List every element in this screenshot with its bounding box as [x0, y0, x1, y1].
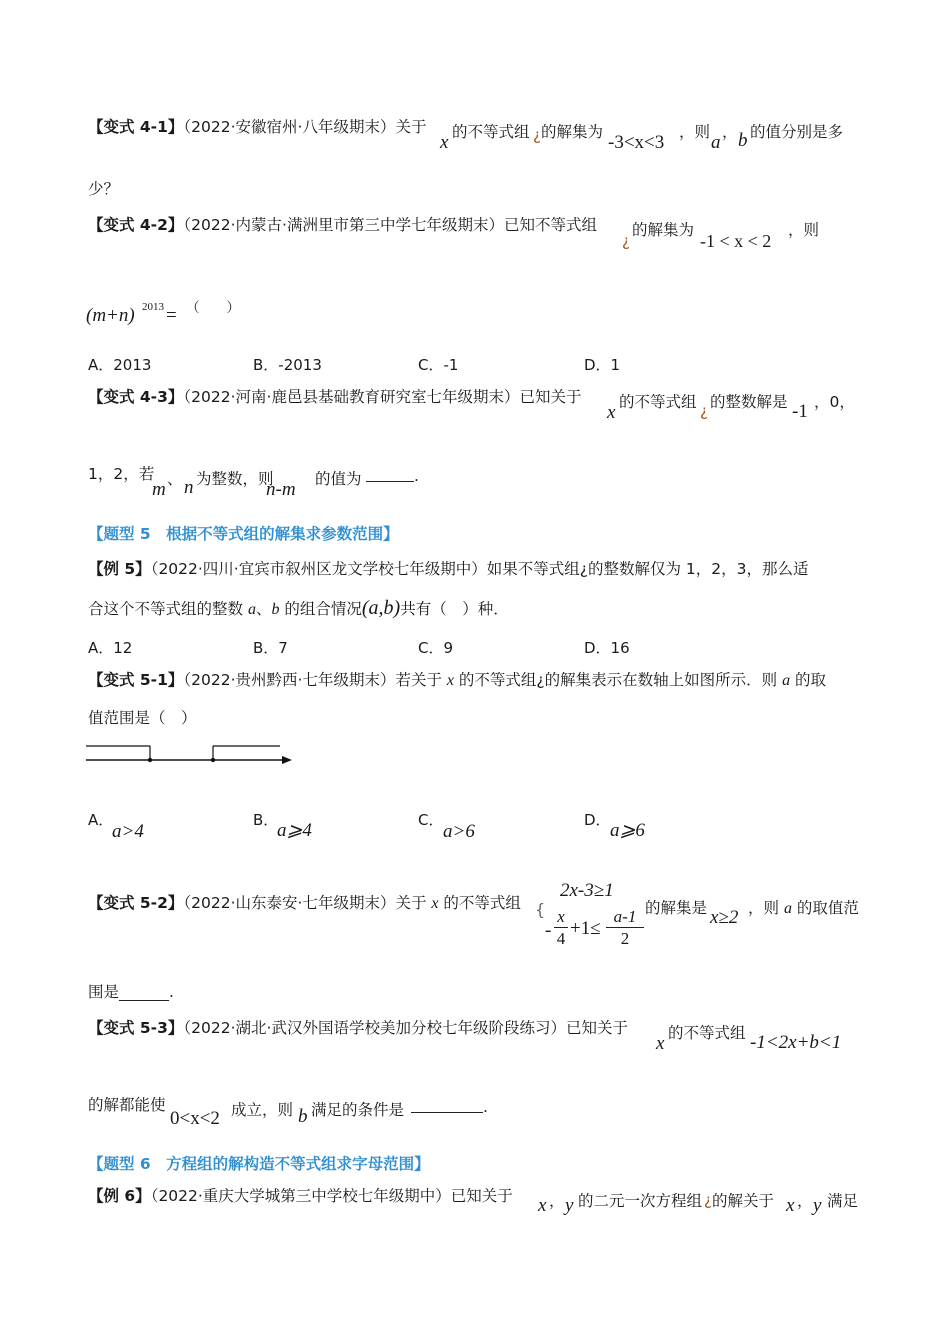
- v41-var-x: x: [440, 132, 449, 153]
- ex5-text1: （2022·四川·宜宾市叙州区龙文学校七年级期中）如果不等式组¿的整数解仅为 1，2，3，那么适: [150, 560, 809, 578]
- v42-option-c: C．-1: [418, 356, 459, 374]
- v41-var-a: a: [711, 132, 721, 153]
- ex6-var-y2: y: [813, 1195, 822, 1216]
- v43-var-x: x: [607, 402, 616, 423]
- v43-text6: 的值为: [315, 470, 362, 488]
- ex5-var-b: b: [271, 601, 280, 618]
- v52-var-x: x: [431, 895, 439, 912]
- v53-end: .: [483, 1098, 488, 1116]
- ex6-text3: 的解关于: [712, 1192, 775, 1210]
- v52-text3: ，则: [748, 899, 784, 917]
- ex5-line1: [88, 562, 808, 578]
- v53-cond: 0<x<2: [170, 1108, 220, 1129]
- v43-sep: 、: [167, 470, 183, 488]
- v52-frac1-den: 4: [556, 929, 566, 948]
- ex6-text4: 满足: [827, 1192, 859, 1210]
- v42-option-d: D．1: [584, 356, 621, 374]
- h5-title: 【题型 5 根据不等式组的解集求参数范围】: [88, 525, 399, 543]
- ex5-line2: [88, 598, 509, 618]
- v41-comma: ，: [722, 123, 738, 141]
- v53-var-x: x: [656, 1033, 665, 1054]
- v52-end: .: [169, 983, 174, 1001]
- v52-line2: [88, 985, 174, 1001]
- v51-option-a-label: A．: [88, 811, 114, 829]
- ex5-var-a: a: [247, 601, 256, 618]
- v51-line2: 值范围是（ ）: [88, 709, 197, 727]
- ex6-var-y: y: [565, 1195, 574, 1216]
- v52-frac1-num: x: [557, 907, 565, 926]
- ex5-option-b: B．7: [253, 639, 288, 657]
- v51-option-c-label: C．: [418, 811, 444, 829]
- v42-option-b: B．-2013: [253, 356, 322, 374]
- v41-glyph: ¿: [533, 126, 541, 144]
- v52-line2-text: 围是: [88, 983, 120, 1001]
- v41-solution: -3<x<3: [608, 132, 665, 153]
- v41-line1: [88, 120, 426, 136]
- v43-answer-blank[interactable]: [366, 481, 414, 482]
- v52-line1-tail: [748, 896, 859, 918]
- v42-text3: ，则: [788, 221, 820, 239]
- v41-text2: 的不等式组: [452, 123, 530, 141]
- v42-paren: （ ）: [186, 300, 240, 316]
- v41-text3: 的解集为: [541, 123, 604, 141]
- v52-var-a: a: [783, 900, 792, 917]
- v52-frac2: [606, 908, 644, 947]
- v43-line2: [88, 467, 154, 483]
- v41-var-b: b: [738, 130, 748, 151]
- v41-text4: ，则: [679, 123, 711, 141]
- ex5-option-a: A．12: [88, 639, 133, 657]
- v52-solution: x≥2: [710, 907, 739, 928]
- v43-var-n: n: [184, 477, 194, 498]
- v43-line1: [88, 390, 581, 406]
- v51-var-a: a: [782, 672, 791, 689]
- v51-option-d-expr: a⩾6: [610, 820, 645, 841]
- v51-option-a-expr: a>4: [112, 821, 144, 842]
- v52-text2: 的不等式组: [438, 894, 521, 912]
- v43-text3: 的整数解是: [710, 393, 788, 411]
- ex5-line2b: 的组合情况: [279, 600, 362, 618]
- v42-tag: 【变式 4-2】: [88, 216, 184, 234]
- ex5-line2c: 共有（ ）种．: [400, 600, 509, 618]
- ex6-glyph: ¿: [704, 1191, 712, 1209]
- v43-text5: 为整数，则: [196, 470, 274, 488]
- v43-line2a: 1，2，若: [88, 465, 155, 483]
- v42-glyph: ¿: [622, 232, 630, 250]
- v42-option-a: A．2013: [88, 356, 152, 374]
- v53-text2: 的不等式组: [668, 1024, 746, 1042]
- v43-text2: 的不等式组: [619, 393, 697, 411]
- v52-text-jieji: 的解集是: [645, 899, 708, 917]
- h6-title: 【题型 6 方程组的解构造不等式组求字母范围】: [88, 1155, 430, 1173]
- v51-text3: 的取: [790, 671, 827, 689]
- v52-brace: {: [535, 900, 546, 919]
- v52-frac2-den: 2: [620, 929, 630, 948]
- number-line-arrow: [282, 756, 292, 764]
- ex6-tag: 【例 6】: [88, 1187, 151, 1205]
- v53-line2c: 满足的条件是: [311, 1101, 405, 1119]
- v52-frac1: [554, 908, 568, 947]
- v41-tag: 【变式 4-1】: [88, 118, 184, 136]
- v43-tag: 【变式 4-3】: [88, 388, 184, 406]
- v52-ineq2-mid: +1≤: [570, 918, 601, 939]
- v42-line1: [88, 218, 597, 234]
- v53-source: （2022·湖北·武汉外国语学校美加分校七年级阶段练习）已知关于: [183, 1019, 628, 1037]
- v52-text4: 的取值范: [791, 899, 859, 917]
- ex6-comma2: ，: [797, 1192, 813, 1210]
- v52-frac2-num: a-1: [613, 907, 637, 926]
- v43-neg1: -1: [792, 401, 808, 422]
- v42-source: （2022·内蒙古·满洲里市第三中学七年级期末）已知不等式组: [183, 216, 597, 234]
- ex6-var-x2: x: [786, 1195, 795, 1216]
- ex6-var-x: x: [538, 1195, 547, 1216]
- v51-text1: （2022·贵州黔西·七年级期末）若关于: [183, 671, 447, 689]
- v42-solution: -1 < x < 2: [700, 231, 772, 251]
- v41-source: （2022·安徽宿州·八年级期末）关于: [183, 118, 427, 136]
- ex5-tag: 【例 5】: [88, 560, 151, 578]
- v42-expr: (m+n): [86, 305, 135, 326]
- v43-expr: n-m: [266, 479, 296, 500]
- v53-line2: [88, 1098, 166, 1114]
- v52-line1: [88, 896, 521, 912]
- v52-answer-blank[interactable]: [119, 986, 169, 1001]
- v52-text1: （2022·山东泰安·七年级期末）关于: [183, 894, 432, 912]
- v51-line1: [88, 673, 826, 689]
- ex6-line1: [88, 1189, 513, 1205]
- v51-text2: 的不等式组¿的解集表示在数轴上如图所示．则: [454, 671, 783, 689]
- ex5-option-d: D．16: [584, 639, 630, 657]
- v53-line1: [88, 1021, 628, 1037]
- v52-frac2-bar: [606, 927, 644, 928]
- v42-text2: 的解集为: [632, 221, 695, 239]
- endpoint-dot-right: [211, 758, 215, 762]
- ex6-comma: ，: [549, 1192, 565, 1210]
- endpoint-dot-left: [148, 758, 152, 762]
- v51-option-b-expr: a⩾4: [277, 820, 312, 841]
- v53-answer-blank[interactable]: [411, 1112, 483, 1113]
- v41-text5: 的值分别是多: [750, 123, 844, 141]
- v51-option-d-label: D．: [584, 811, 611, 829]
- ex5-sep: 、: [255, 600, 272, 618]
- v43-source: （2022·河南·鹿邑县基础教育研究室七年级期末）已知关于: [183, 388, 582, 406]
- v51-option-b-label: B．: [253, 811, 279, 829]
- v51-var-x: x: [446, 672, 454, 689]
- v53-var-b: b: [298, 1106, 308, 1127]
- v51-option-c-expr: a>6: [443, 821, 475, 842]
- ex5-line2a: 合这个不等式组的整数: [88, 600, 248, 618]
- v52-frac1-bar: [554, 927, 568, 928]
- v53-line2b: 成立，则: [231, 1101, 294, 1119]
- v53-tag: 【变式 5-3】: [88, 1019, 184, 1037]
- v43-end: .: [414, 467, 419, 485]
- v53-line2a: 的解都能使: [88, 1096, 166, 1114]
- v42-exponent: 2013: [142, 301, 164, 313]
- v52-neg: -: [545, 920, 552, 941]
- v43-glyph: ¿: [700, 402, 708, 420]
- v43-text4: ，0，: [814, 393, 855, 411]
- v52-tag: 【变式 5-2】: [88, 894, 184, 912]
- v53-ineq: -1<2x+b<1: [750, 1032, 842, 1053]
- ex6-text2: 的二元一次方程组: [578, 1192, 703, 1210]
- v42-equals: =: [166, 305, 177, 326]
- v41-line2: 少？: [88, 180, 120, 198]
- ex6-source: （2022·重庆大学城第三中学校七年级期中）已知关于: [150, 1187, 513, 1205]
- v51-tag: 【变式 5-1】: [88, 671, 184, 689]
- ex5-pair: (a,b): [361, 597, 401, 619]
- v43-var-m: m: [152, 479, 166, 500]
- v52-ineq1: 2x-3≥1: [560, 880, 614, 901]
- ex5-option-c: C．9: [418, 639, 454, 657]
- number-line-figure: [86, 740, 296, 770]
